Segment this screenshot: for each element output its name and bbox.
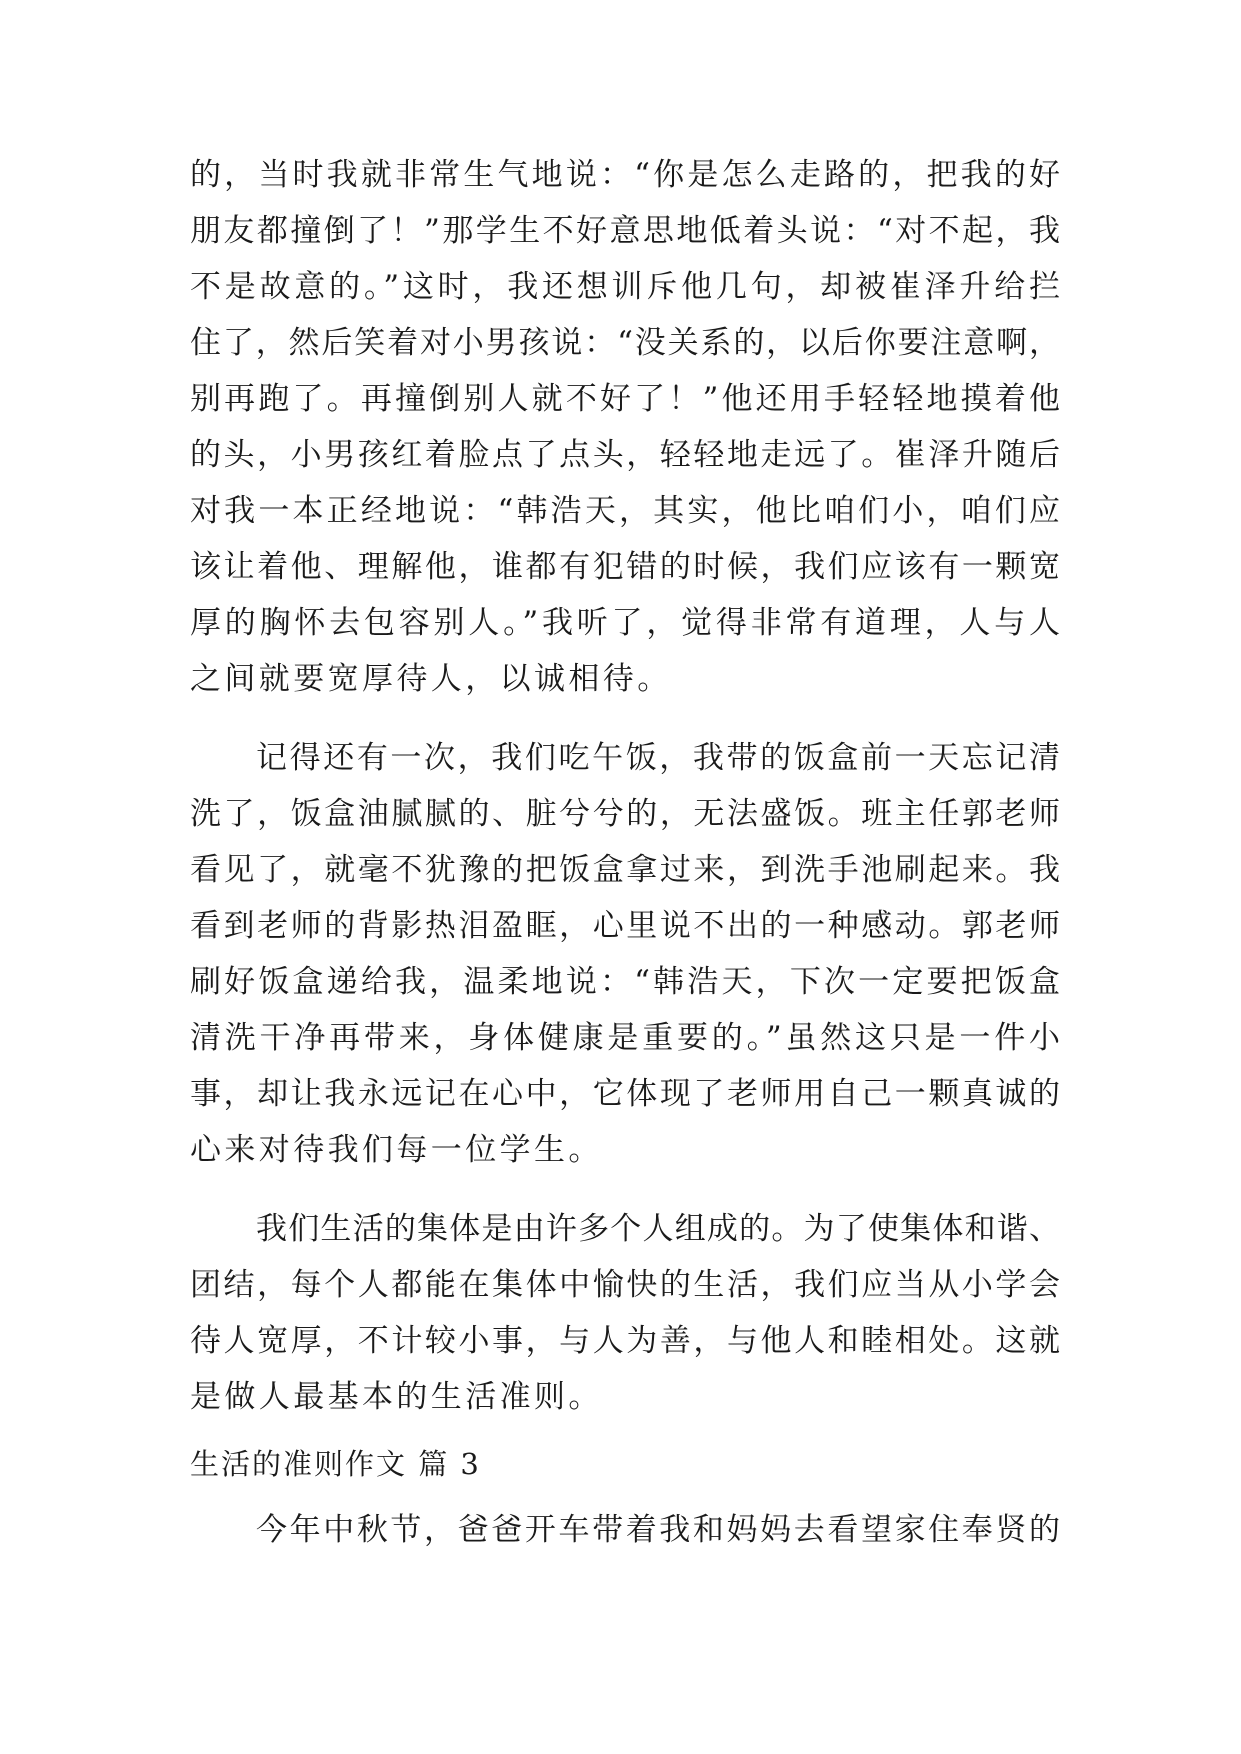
paragraph-line: 清洗干净再带来，身体健康是重要的。”虽然这只是一件小 [190,1020,1060,1056]
paragraph-line: 对我一本正经地说：“韩浩天，其实，他比咱们小，咱们应 [190,493,1060,529]
paragraph-line: 的头，小男孩红着脸点了点头，轻轻地走远了。崔泽升随后 [190,437,1060,473]
paragraph-line: 不是故意的。”这时，我还想训斥他几句，却被崔泽升给拦 [190,269,1060,305]
paragraph-line: 我们生活的集体是由许多个人组成的。为了使集体和谐、 [256,1211,1060,1247]
paragraph-line: 心来对待我们每一位学生。 [190,1132,603,1168]
paragraph-line: 是做人最基本的生活准则。 [190,1379,603,1415]
paragraph-line: 今年中秋节，爸爸开车带着我和妈妈去看望家住奉贤的 [256,1512,1060,1548]
section-heading: 生活的准则作文 篇 3 [190,1447,481,1481]
paragraph-line: 看见了，就毫不犹豫的把饭盒拿过来，到洗手池刷起来。我 [190,852,1060,888]
paragraph-line: 团结，每个人都能在集体中愉快的生活，我们应当从小学会 [190,1267,1060,1303]
paragraph-line: 事，却让我永远记在心中，它体现了老师用自己一颗真诚的 [190,1076,1060,1112]
paragraph-line: 记得还有一次，我们吃午饭，我带的饭盒前一天忘记清 [256,740,1060,776]
paragraph-line: 住了，然后笑着对小男孩说：“没关系的，以后你要注意啊， [190,325,1060,361]
paragraph-line: 待人宽厚，不计较小事，与人为善，与他人和睦相处。这就 [190,1323,1060,1359]
paragraph-line: 别再跑了。再撞倒别人就不好了！”他还用手轻轻地摸着他 [190,381,1060,417]
paragraph-line: 看到老师的背影热泪盈眶，心里说不出的一种感动。郭老师 [190,908,1060,944]
paragraph-line: 的，当时我就非常生气地说：“你是怎么走路的，把我的好 [190,157,1060,193]
paragraph-line: 刷好饭盒递给我，温柔地说：“韩浩天，下次一定要把饭盒 [190,964,1060,1000]
paragraph-line: 厚的胸怀去包容别人。”我听了，觉得非常有道理，人与人 [190,605,1060,641]
paragraph-line: 洗了，饭盒油腻腻的、脏兮兮的，无法盛饭。班主任郭老师 [190,796,1060,832]
paragraph-line: 之间就要宽厚待人，以诚相待。 [190,661,672,697]
paragraph-line: 该让着他、理解他，谁都有犯错的时候，我们应该有一颗宽 [190,549,1060,585]
paragraph-line: 朋友都撞倒了！”那学生不好意思地低着头说：“对不起，我 [190,213,1060,249]
